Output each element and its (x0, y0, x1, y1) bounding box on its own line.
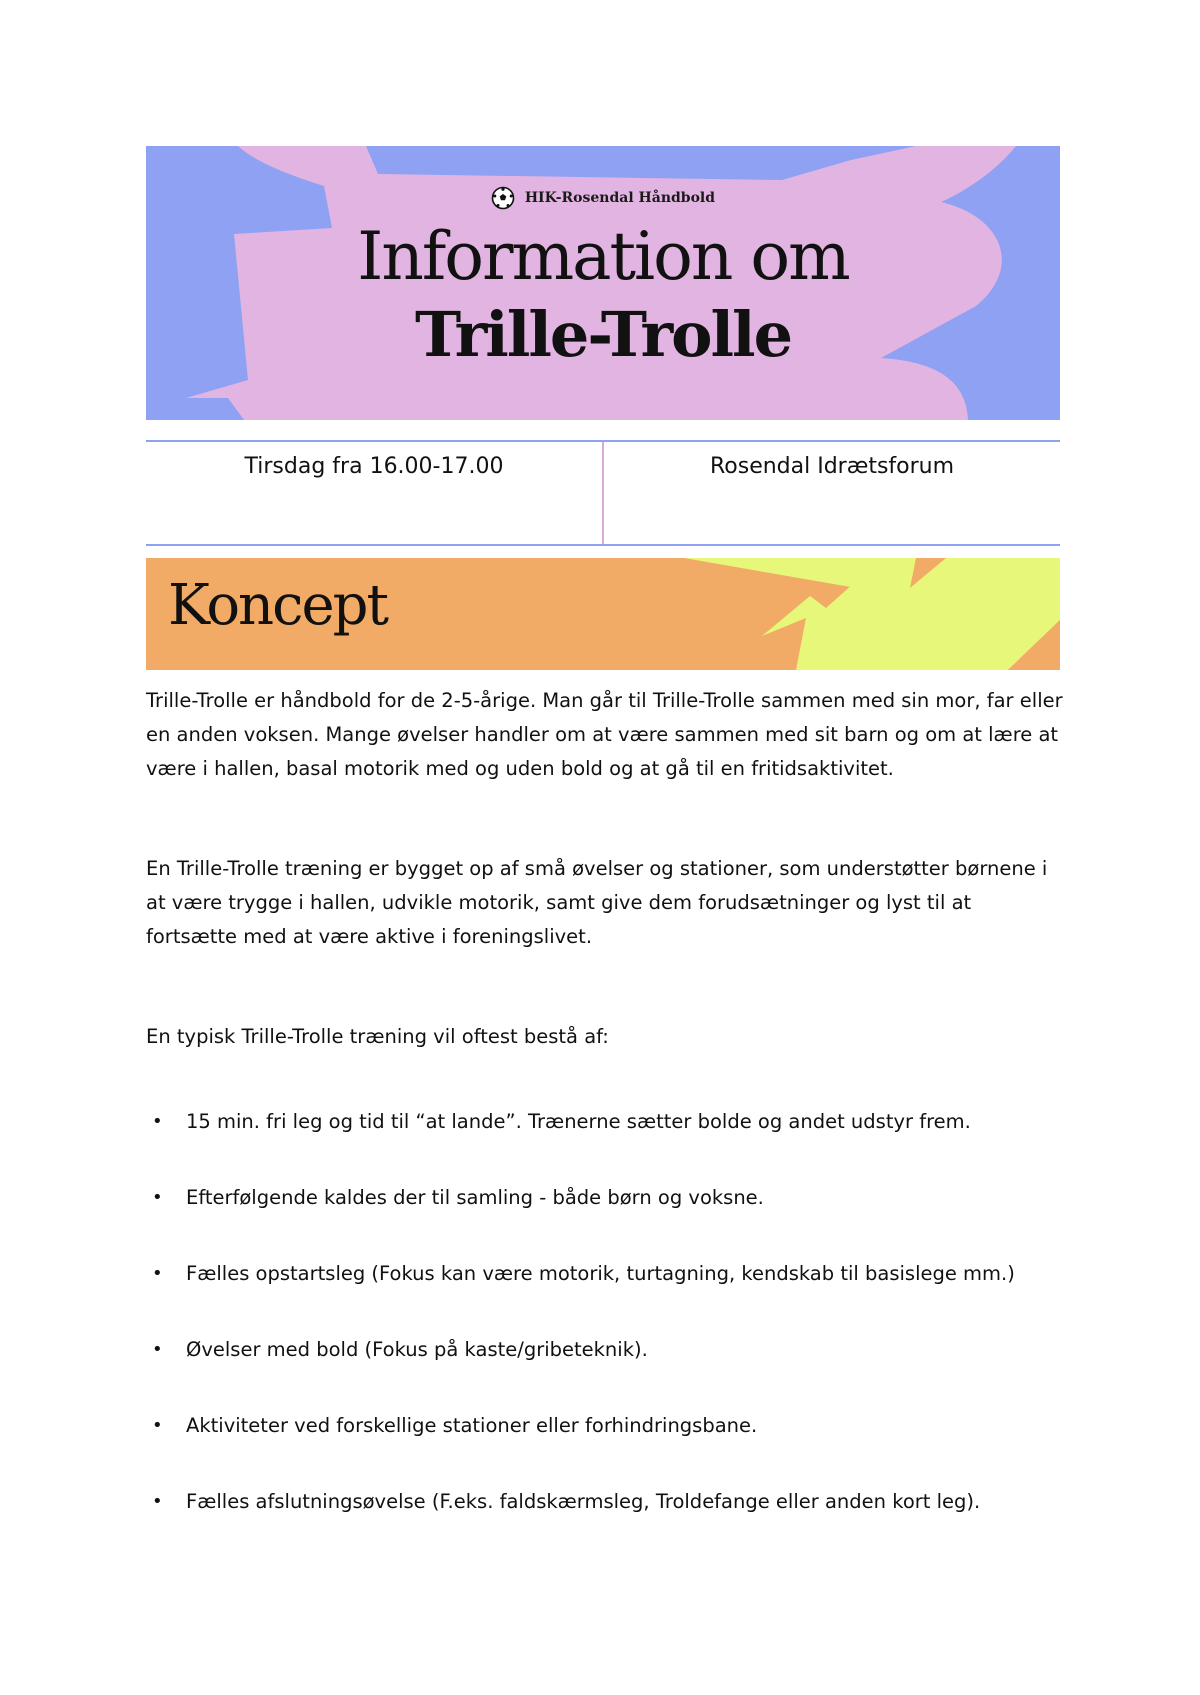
list-item: • Fælles afslutningsøvelse (F.eks. faldskærmsleg, Troldefange eller anden kort leg). (146, 1485, 1066, 1561)
list-item: • 15 min. fri leg og tid til “at lande”. Trænerne sætter bolde og andet udstyr frem. (146, 1105, 1066, 1181)
training-steps-list (146, 1105, 1066, 1561)
bullet-icon: • (152, 1491, 163, 1512)
list-item: • Fælles opstartsleg (Fokus kan være motorik, turtagning, kendskab til basislege mm.) (146, 1257, 1066, 1333)
bullet-icon: • (152, 1339, 163, 1360)
bullet-icon: • (152, 1111, 163, 1132)
club-name (146, 186, 1060, 210)
handball-icon (491, 186, 515, 210)
club-name-text: HIK-Rosendal Håndbold (524, 190, 716, 206)
section-title: Koncept (168, 573, 387, 638)
list-item: • Øvelser med bold (Fokus på kaste/gribeteknik). (146, 1333, 1066, 1409)
training-time: Tirsdag fra 16.00-17.00 (244, 454, 504, 479)
list-item: • Aktiviteter ved forskellige stationer eller forhindringsbane. (146, 1409, 1066, 1485)
title-line-2: Trille-Trolle (414, 298, 792, 371)
header-banner (146, 146, 1060, 420)
bullet-icon: • (152, 1187, 163, 1208)
paragraph-list-intro: En typisk Trille-Trolle træning vil oftest bestå af: (146, 1025, 609, 1048)
list-item: • Efterfølgende kaldes der til samling - både børn og voksne. (146, 1181, 1066, 1257)
section-banner (146, 558, 1060, 670)
bullet-icon: • (152, 1415, 163, 1436)
info-table (146, 440, 1060, 546)
paragraph-intro: Trille-Trolle er håndbold for de 2-5-årige. Man går til Trille-Trolle sammen med sin mor, far eller en anden voksen. Mange øvelser handler om at være sammen med sit barn og om at lære at være i hallen, basal motorik med og uden bold og at gå til en fritidsaktivitet. (146, 689, 1063, 780)
paragraph-training: En Trille-Trolle træning er bygget op af små øvelser og stationer, som understøtter børnene i at være trygge i hallen, udvikle motorik, samt give dem forudsætninger og lyst til at fortsætte med at være aktive i foreningslivet. (146, 857, 1048, 948)
title-line-1: Information om (357, 218, 849, 295)
training-location: Rosendal Idrætsforum (709, 454, 955, 479)
bullet-icon: • (152, 1263, 163, 1284)
